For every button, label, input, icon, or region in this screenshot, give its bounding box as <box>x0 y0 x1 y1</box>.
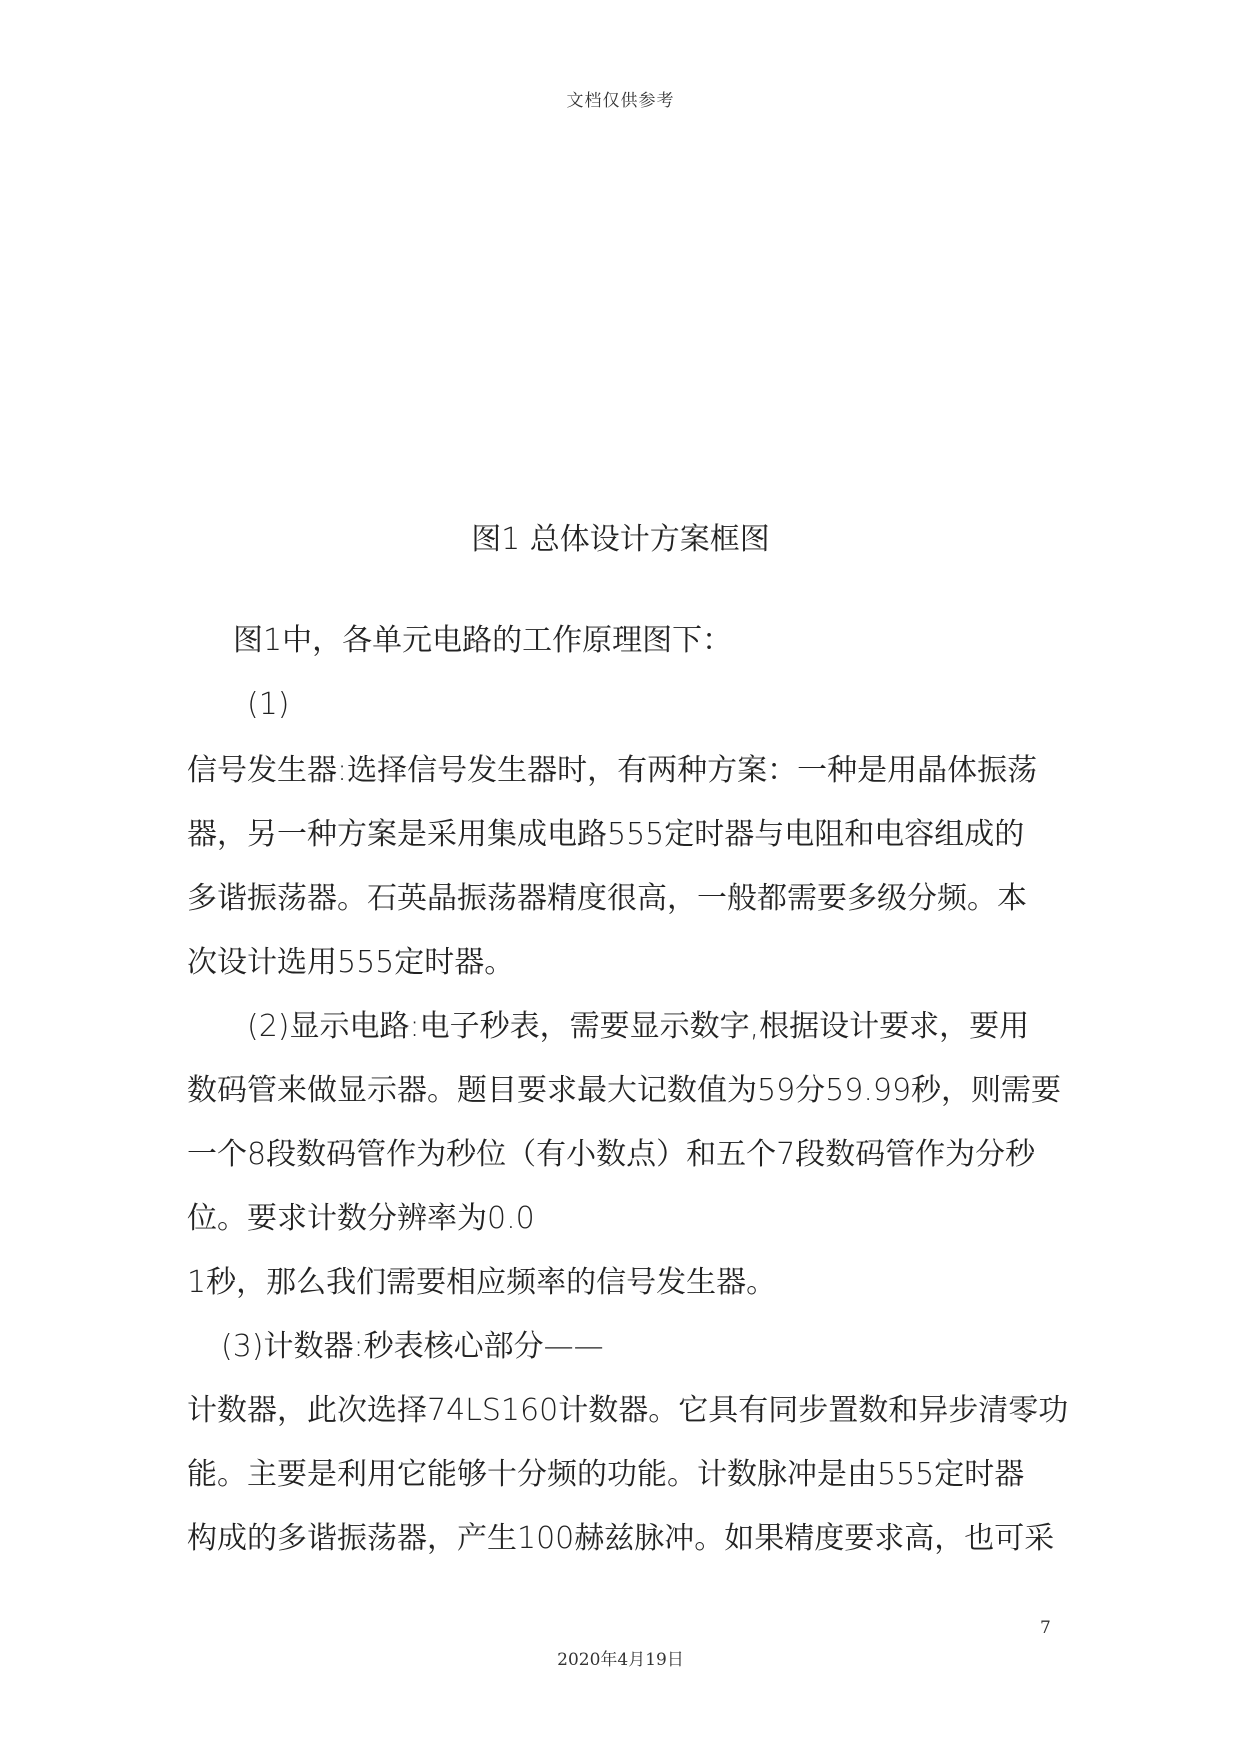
paragraph-line: 计数器，此次选择74LS160计数器。它具有同步置数和异步清零功 <box>187 1393 1069 1428</box>
paragraph-line: 多谐振荡器。石英晶振荡器精度很高，一般都需要多级分频。本 <box>187 881 1027 916</box>
paragraph-line: 图1中，各单元电路的工作原理图下： <box>233 623 733 658</box>
figure-caption: 图1 总体设计方案框图 <box>471 522 770 557</box>
paragraph-line: 信号发生器:选择信号发生器时，有两种方案：一种是用晶体振荡 <box>187 753 1038 788</box>
paragraph-line: (3)计数器:秒表核心部分—— <box>221 1329 604 1364</box>
paragraph-line: 位。要求计数分辨率为0.0 <box>187 1201 535 1236</box>
paragraph-line: (1) <box>247 687 290 722</box>
paragraph-line: 1秒，那么我们需要相应频率的信号发生器。 <box>187 1265 777 1300</box>
paragraph-line: 构成的多谐振荡器，产生100赫兹脉冲。如果精度要求高，也可采 <box>187 1521 1055 1556</box>
page-header: 文档仅供参考 <box>566 91 675 111</box>
paragraph-line: 能。主要是利用它能够十分频的功能。计数脉冲是由555定时器 <box>187 1457 1025 1492</box>
paragraph-line: 器，另一种方案是采用集成电路555定时器与电阻和电容组成的 <box>187 817 1025 852</box>
paragraph-line: (2)显示电路:电子秒表，需要显示数字,根据设计要求，要用 <box>247 1009 1030 1044</box>
page-number: 7 <box>1040 1618 1051 1638</box>
paragraph-line: 数码管来做显示器。题目要求最大记数值为59分59.99秒，则需要 <box>187 1073 1062 1108</box>
paragraph-line: 一个8段数码管作为秒位（有小数点）和五个7段数码管作为分秒 <box>187 1137 1036 1172</box>
paragraph-line: 次设计选用555定时器。 <box>187 945 515 980</box>
page-footer-date: 2020年4月19日 <box>557 1650 684 1670</box>
